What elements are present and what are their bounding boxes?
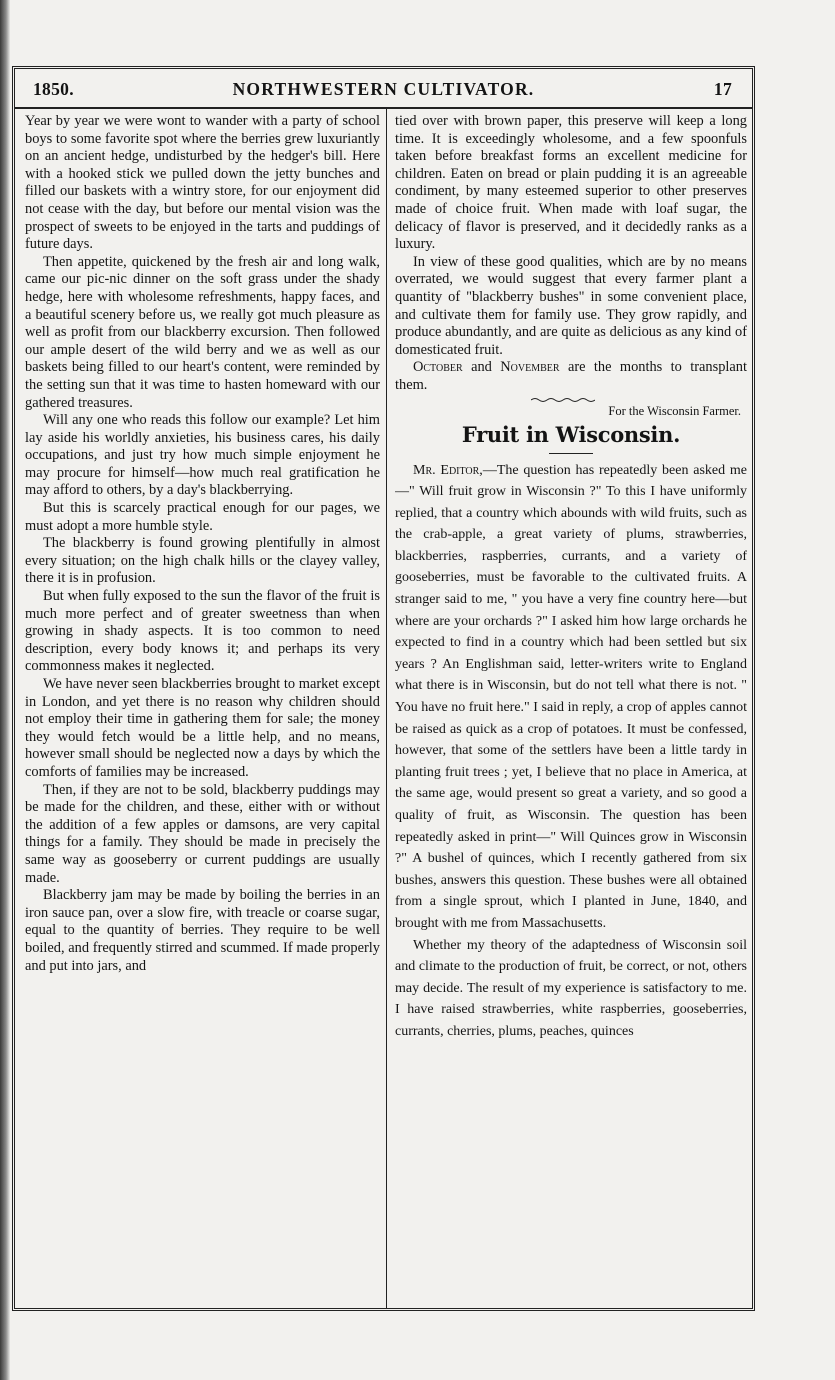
publication-title: NORTHWESTERN CULTIVATOR. xyxy=(232,79,535,99)
months-and: and xyxy=(471,359,492,376)
letter-text: —The question has repeatedly been asked me—" Will fruit grow in Wisconsin ?" To this I have uniformly replied, that a country which abounds with wild fruits, such as the crab-apple, a great variety of plums, strawberries, blackberries, raspberries, currants, and a variety of gooseberries, must be favorable to the cultivated fruits. A stranger said to me, " you have a very fine country here—but where are your orchards ?" I asked him how large orchards he expected to find in a country which had been settled but six years ? An Englishman said, letter-writers write to England what there is in Wisconsin, but do not tell what there is not. " You have no fruit here." I said in reply, a crop of apples cannot be raised as quick as a crop of potatoes. It must be confessed, however, that some of the settlers have been a little tardy in planting fruit trees ; yet, I believe that no place in America, at the same age, would present so great a variety, and so good a quality of fruit, as Wisconsin. The question has been repeatedly asked in print—" Will Quinces grow in Wisconsin ?" A bushel of quinces, which I recently gathered from six bushes, answers this question. These bushes were all obtained from a single sprout, which I planted in June, 1840, and brought with me from Massachusetts. xyxy=(395,462,747,931)
column-divider xyxy=(386,107,387,1308)
paragraph: Then, if they are not to be sold, blackberry puddings may be made for the children, and these, either with or without the addition of a few apples or damsons, are very capital things for a family. They should be made in precisely the same way as gooseberry or current puddings are usually made. xyxy=(25,781,380,886)
months-note xyxy=(395,359,747,394)
letter-body xyxy=(395,460,747,1043)
newspaper-page xyxy=(12,66,755,1311)
month-october: October xyxy=(413,359,463,376)
paragraph: Blackberry jam may be made by boiling the berries in an iron sauce pan, over a slow fire, with treacle or coarse sugar, equal to the quantity of berries. They require to be well boiled, and frequently stirred and scummed. If made properly and put into jars, and xyxy=(25,887,380,974)
left-column xyxy=(25,113,380,1308)
paragraph: Year by year we were wont to wander with a party of school boys to some favorite spot where the berries grew luxuriantly on an ancient hedge, undisturbed by the hedger's bill. Here with a hooked stick we pulled down the jetty bunches and filled our baskets with a wintry store, for our enjoyment did not cease with the day, but before our mental vision was the prospect of sweets to be enjoyed in the tarts and puddings of future days. xyxy=(25,113,380,253)
scan-binding-edge xyxy=(0,0,10,1380)
months-rest: are the months to transplant them. xyxy=(395,359,747,393)
paragraph: In view of these good qualities, which are by no means overrated, we would suggest that every farmer plant a quantity of "blackberry bushes" in some convenient place, and cultivate them for family use. They grow rapidly, and produce abundantly, and are quite as delicious as any kind of domesticated fruit. xyxy=(395,253,747,358)
paragraph: Then appetite, quickened by the fresh air and long walk, came our pic-nic dinner on the soft grass under the shady hedge, here with wholesome refreshments, happy faces, and a beautiful scenery before us, we really got much pleasure as well as profit from our blackberry excursion. Then followed our ample desert of the wild berry and we as well as our baskets being filled to our heart's content, were reminded by the setting sun that it was time to hasten homeward with our gathered treasures. xyxy=(25,253,380,411)
article-credit: For the Wisconsin Farmer. xyxy=(608,403,741,418)
letter-paragraph xyxy=(395,460,747,935)
paragraph: Will any one who reads this follow our example? Let him lay aside his worldly anxieties, his business cares, his daily occupations, and just try how much simple enjoyment he may procure for himself—how much real gratification he may afford to others, by a day's blackberrying. xyxy=(25,412,380,499)
issue-year: 1850. xyxy=(33,79,74,99)
masthead xyxy=(15,69,752,109)
paragraph: But when fully exposed to the sun the flavor of the fruit is much more perfect and of greater sweetness than when growing in shady aspects. It is too common to need description, every body knows it; and perhaps its very commonness makes it neglected. xyxy=(25,588,380,675)
page-number: 17 xyxy=(713,79,732,99)
paragraph: The blackberry is found growing plentifully in almost every situation; on the high chalk hills or the clayey valley, there it is in profusion. xyxy=(25,535,380,587)
letter-paragraph: Whether my theory of the adaptedness of Wisconsin soil and climate to the production of fruit, be correct, or not, others may decide. The result of my experience is satisfactory to me. I have raised strawberries, white raspberries, gooseberries, currants, cherries, plums, peaches, quinces xyxy=(395,937,747,1039)
salutation: Mr. Editor, xyxy=(413,462,483,478)
month-november: November xyxy=(500,359,560,376)
right-column xyxy=(395,113,747,1308)
paragraph: But this is scarcely practical enough for our pages, we must adopt a more humble style. xyxy=(25,500,380,534)
paragraph: tied over with brown paper, this preserve will keep a long time. It is exceedingly wholesome, and a few spoonfuls taken before breakfast forms an excellent medicine for children. Eaten on bread or plain pudding it is an agreeable condiment, by many esteemed superior to other preserves made of choice fruit. When made with loaf sugar, the delicacy of flavor is preserved, and it decidedly ranks as a luxury. xyxy=(395,113,747,253)
title-rule xyxy=(549,453,593,454)
article-title: Fruit in Wisconsin. xyxy=(461,421,681,447)
paragraph: We have never seen blackberries brought to market except in London, and yet there is no reason why children should not employ their time in gathering them for sale; the money they would fetch would be a little help, and no means, however small should be neglected now a days by which the comforts of families may be increased. xyxy=(25,676,380,780)
